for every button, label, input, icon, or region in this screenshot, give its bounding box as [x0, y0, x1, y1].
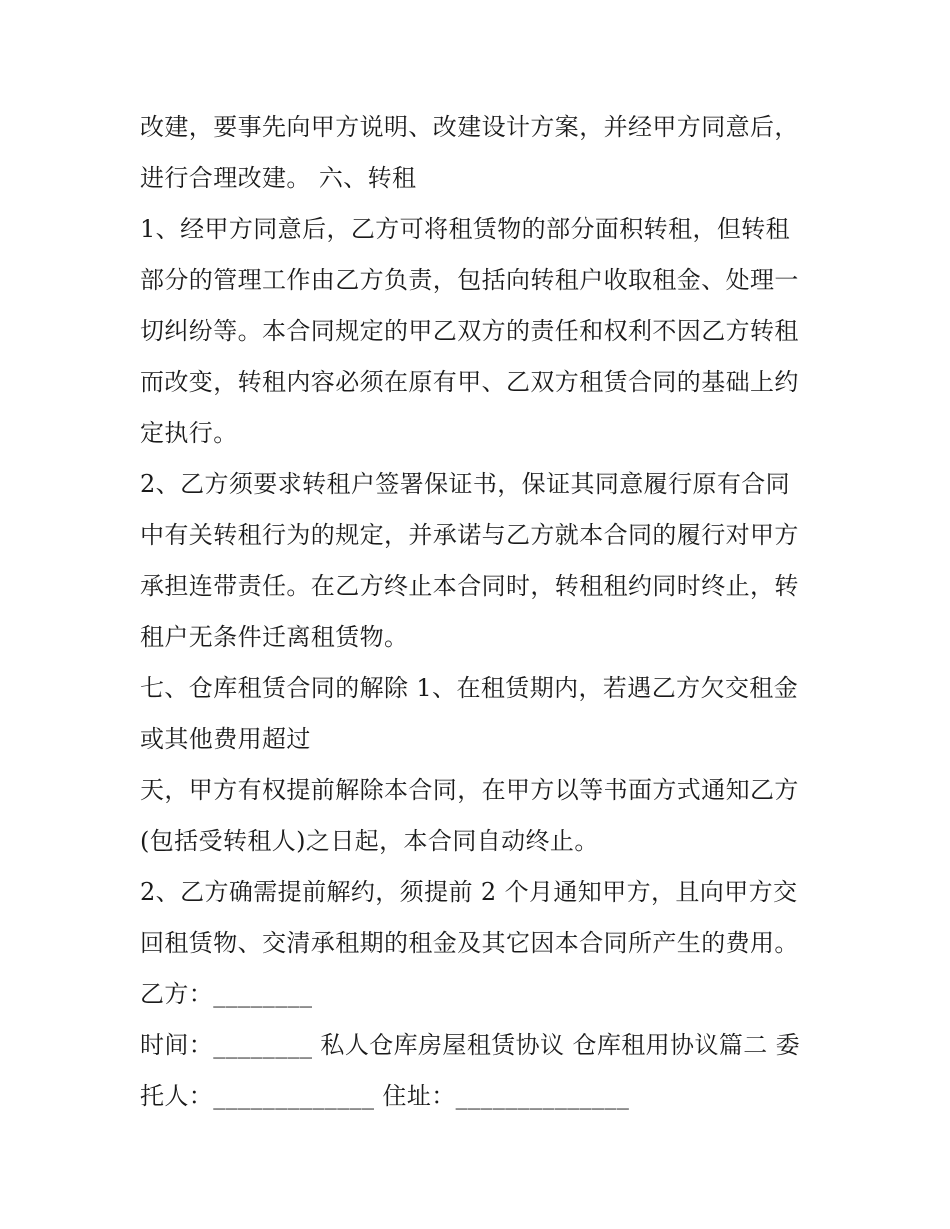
text-line: 定执行。: [140, 419, 238, 447]
text-line: 部分的管理工作由乙方负责，包括向转租户收取租金、处理一: [140, 266, 799, 294]
text-line: 七、仓库租赁合同的解除 1、在租赁期内，若遇乙方欠交租金: [140, 674, 799, 702]
document-body: [140, 102, 830, 1122]
text-line: 进行合理改建。 六、转租: [140, 164, 417, 192]
text-line: 租户无条件迁离租赁物。: [140, 623, 409, 651]
text-line: 回租赁物、交清承租期的租金及其它因本合同所产生的费用。: [140, 929, 799, 957]
text-line: 1、经甲方同意后，乙方可将租赁物的部分面积转租，但转租: [140, 215, 791, 243]
text-line: 中有关转租行为的规定，并承诺与乙方就本合同的履行对甲方: [140, 521, 799, 549]
text-line: (包括受转租人)之日起，本合同自动终止。: [140, 827, 599, 855]
text-line: 承担连带责任。在乙方终止本合同时，转租租约同时终止，转: [140, 572, 799, 600]
text-line: 或其他费用超过: [140, 725, 311, 753]
signature-line-party-b: 乙方：________: [140, 980, 313, 1008]
text-line: 改建，要事先向甲方说明、改建设计方案，并经甲方同意后，: [140, 113, 799, 141]
date-line: 时间：________ 私人仓库房屋租赁协议 仓库租用协议篇二 委: [140, 1031, 801, 1059]
text-line: 而改变，转租内容必须在原有甲、乙双方租赁合同的基础上约: [140, 368, 799, 396]
text-line: 切纠纷等。本合同规定的甲乙双方的责任和权利不因乙方转租: [140, 317, 799, 345]
text-line: 2、乙方确需提前解约，须提前 2 个月通知甲方，且向甲方交: [140, 878, 798, 906]
text-line: 2、乙方须要求转租户签署保证书，保证其同意履行原有合同: [140, 470, 791, 498]
text-line: 天，甲方有权提前解除本合同，在甲方以等书面方式通知乙方: [140, 776, 799, 804]
principal-address-line: 托人：_____________ 住址：______________: [140, 1082, 630, 1110]
